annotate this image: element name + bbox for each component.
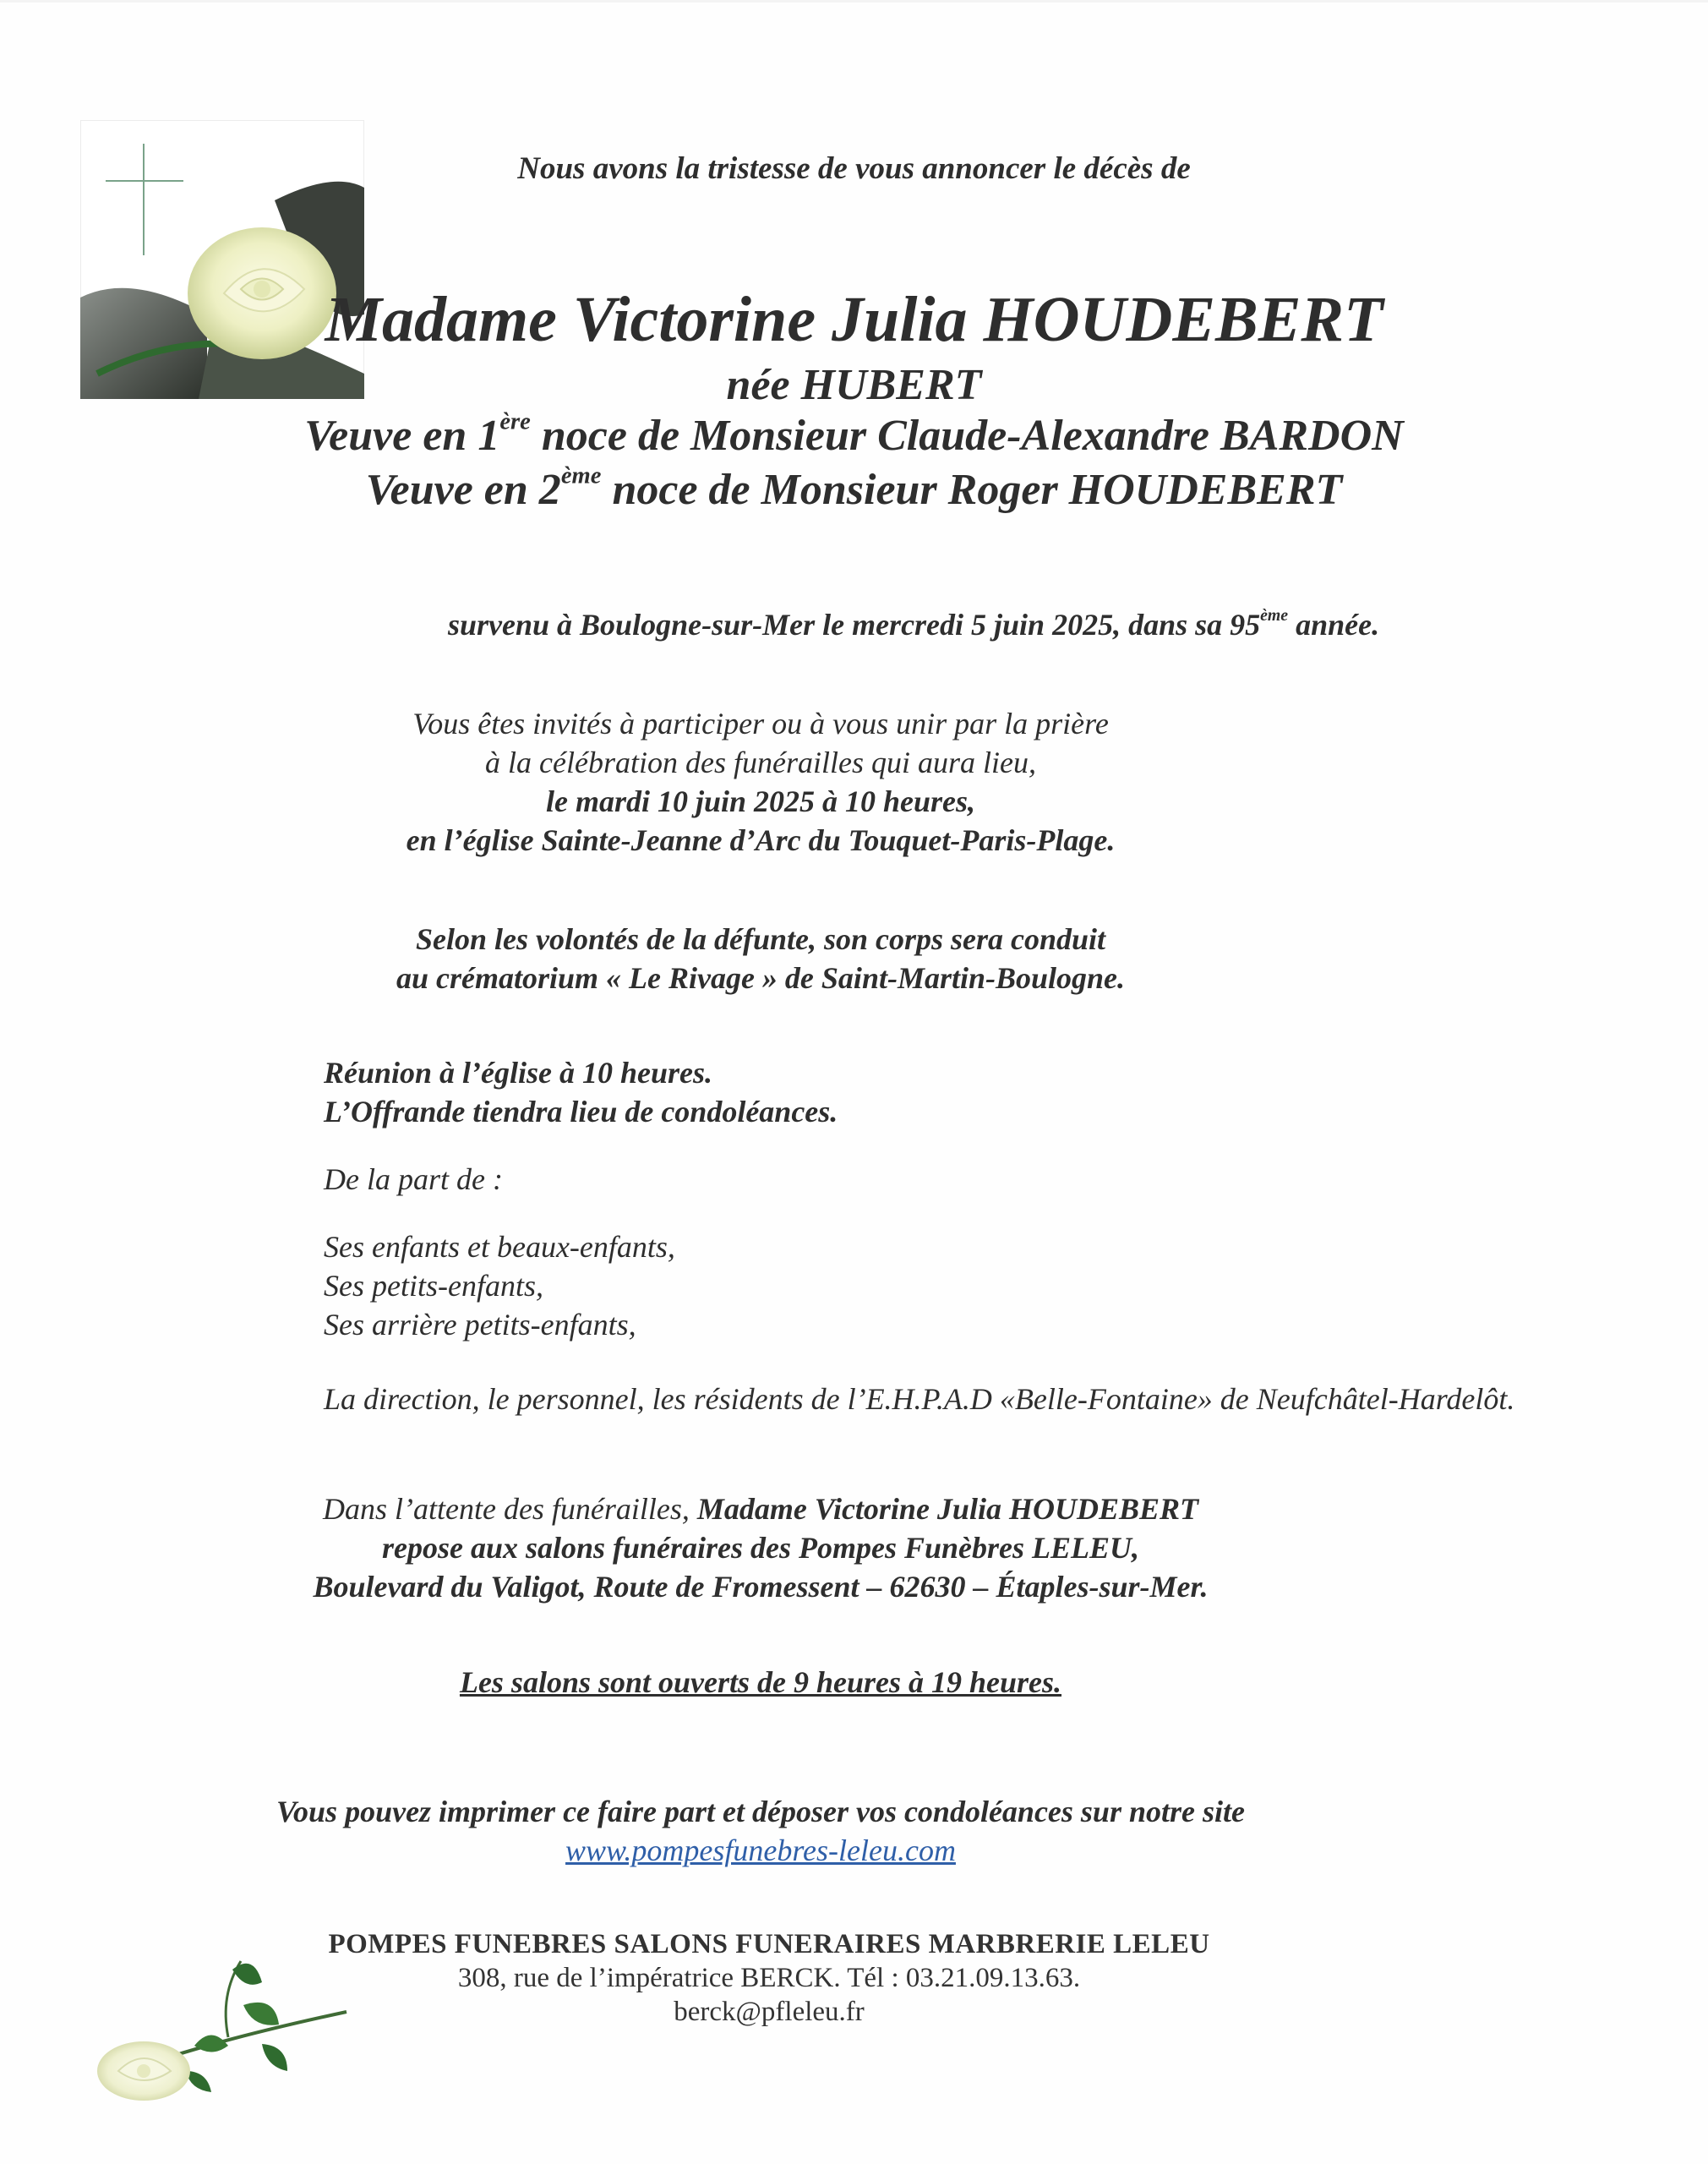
scan-edge — [0, 0, 1708, 3]
intro-text: Nous avons la tristesse de vous annoncer le décès de — [517, 151, 1191, 186]
widow-line-2: Veuve en 2ème noce de Monsieur Roger HOUDEBERT — [365, 462, 1343, 514]
ceremony-date: le mardi 10 juin 2025 à 10 heures, — [545, 784, 976, 818]
maiden-name: née HUBERT — [726, 361, 982, 409]
invitation-line: Vous êtes invités à participer ou à vous unir par la prière — [412, 707, 1109, 740]
deceased-name: Madame Victorine Julia HOUDEBERT — [325, 284, 1383, 355]
death-date-text: survenu à Boulogne-sur-Mer le mercredi 5 juin 2025, dans sa 95ème année. — [448, 606, 1380, 642]
white-rose-stem-icon — [93, 1944, 355, 2101]
widow-lines — [0, 409, 1708, 517]
salon-hours: Les salons sont ouverts de 9 heures à 19 heures. — [459, 1665, 1062, 1699]
invitation-line: à la célébration des funérailles qui aura lieu, — [485, 746, 1036, 779]
visitation-line: Dans l’attente des funérailles, Madame Victorine Julia HOUDEBERT — [322, 1492, 1198, 1526]
ehpad-text: La direction, le personnel, les résidents de l’E.H.P.A.D «Belle-Fontaine» de Neufchâtel-Hardelôt. — [324, 1382, 1515, 1416]
visitation-address: Boulevard du Valigot, Route de Fromessent – 62630 – Étaples-sur-Mer. — [313, 1570, 1209, 1604]
cremation-line: Selon les volontés de la défunte, son corps sera conduit — [415, 922, 1106, 956]
reunion-text — [324, 1053, 838, 1131]
company-email: berck@pfleleu.fr — [674, 1997, 865, 2027]
cremation-text — [101, 920, 1420, 997]
reunion-line: Réunion à l’église à 10 heures. — [324, 1056, 713, 1090]
company-address: 308, rue de l’impératrice BERCK. Tél : 03.21.09.13.63. — [457, 1963, 1081, 1993]
print-notice-text — [101, 1792, 1420, 1870]
ceremony-place: en l’église Sainte-Jeanne d’Arc du Touquet-Paris-Plage. — [406, 823, 1116, 857]
website-link[interactable]: www.pompesfunebres-leleu.com — [565, 1833, 956, 1867]
family-item: Ses enfants et beaux-enfants, — [324, 1230, 675, 1264]
family-item: Ses petits-enfants, — [324, 1269, 543, 1303]
company-name: POMPES FUNEBRES SALONS FUNERAIRES MARBRERIE LELEU — [328, 1929, 1210, 1959]
ceremony-invitation — [101, 704, 1420, 860]
offering-line: L’Offrande tiendra lieu de condoléances. — [324, 1095, 838, 1128]
visitation-line: repose aux salons funéraires des Pompes Funèbres LELEU, — [381, 1531, 1140, 1565]
visitation-text — [101, 1489, 1420, 1606]
from-label: De la part de : — [324, 1162, 503, 1196]
family-item: Ses arrière petits-enfants, — [324, 1308, 636, 1342]
widow-line-1: Veuve en 1ère noce de Monsieur Claude-Alexandre BARDON — [304, 408, 1404, 460]
family-list — [324, 1227, 675, 1344]
print-line: Vous pouvez imprimer ce faire part et déposer vos condoléances sur notre site — [276, 1795, 1245, 1828]
cremation-line: au crématorium « Le Rivage » de Saint-Martin-Boulogne. — [396, 961, 1126, 995]
